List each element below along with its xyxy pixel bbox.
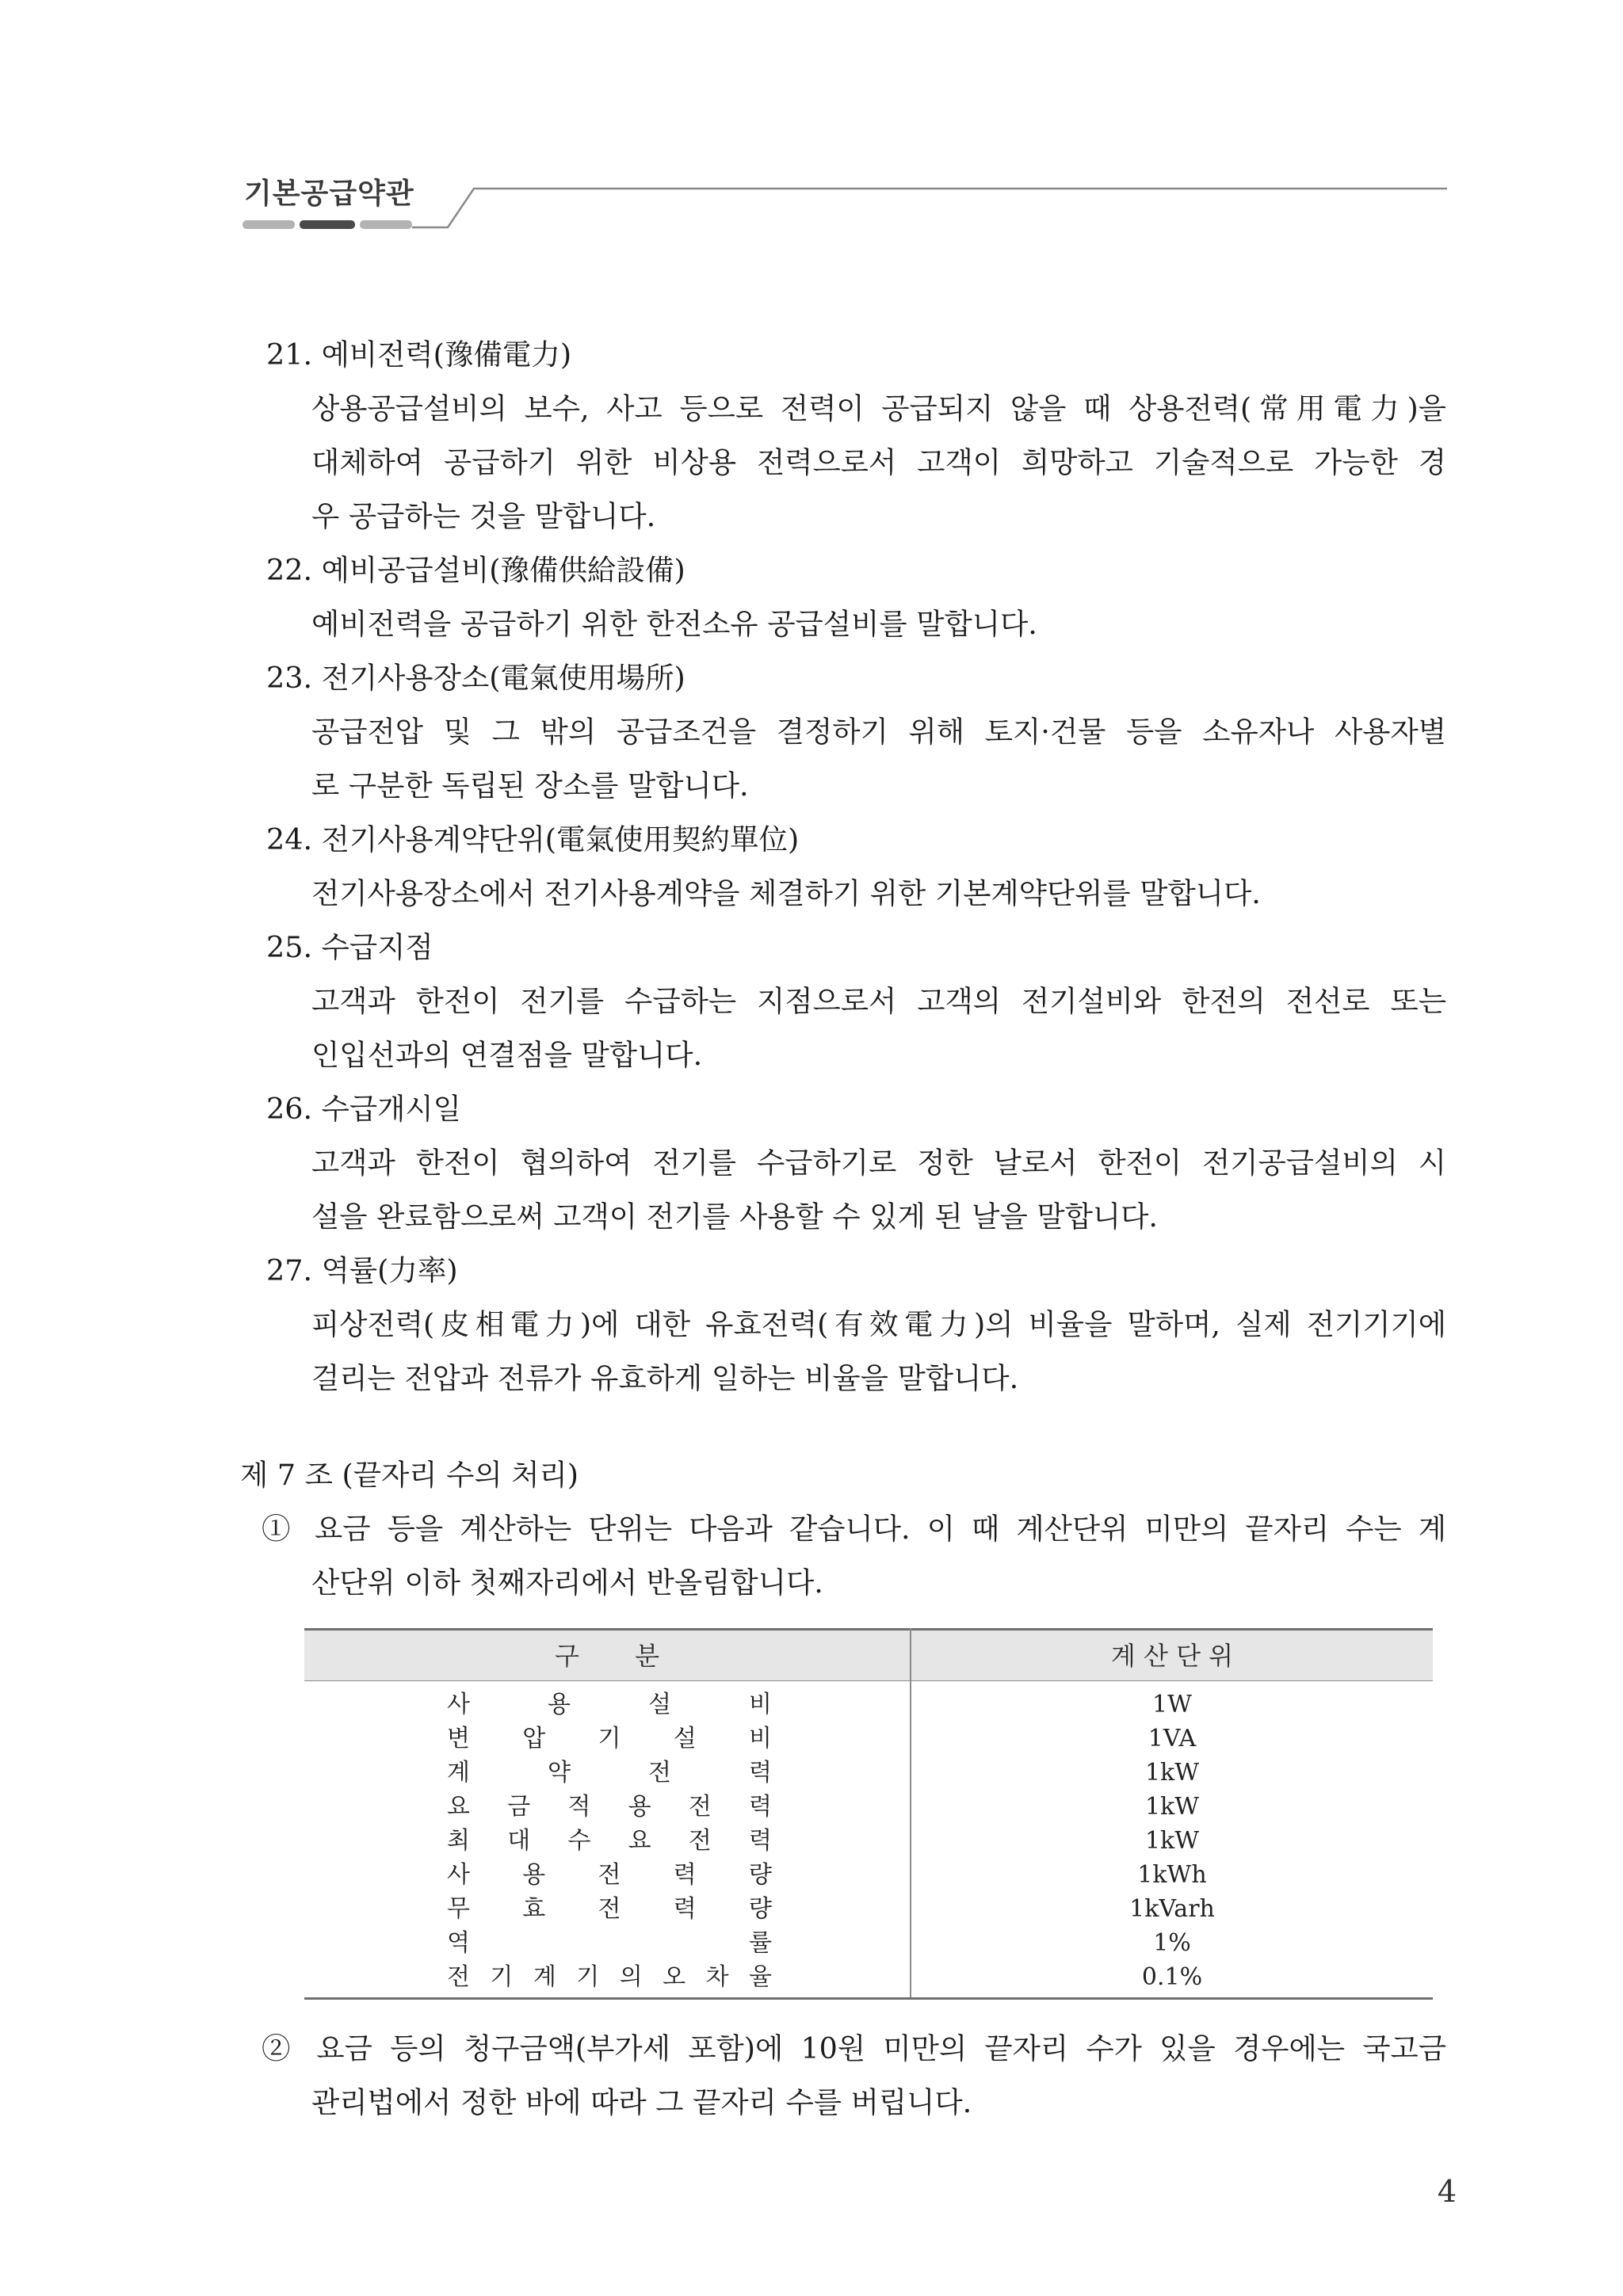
table-cell-category: 사 용 전 력 량 xyxy=(447,1861,772,1889)
page-header xyxy=(0,0,1623,238)
table-cell-category: 역 률 xyxy=(447,1929,772,1957)
table-row xyxy=(304,1824,1433,1858)
table-cell-unit: 1kW xyxy=(1144,1827,1200,1855)
clause-1-line-2: 산단위 이하 첫째자리에서 반올림합니다. xyxy=(311,1566,823,1600)
table-header-category: 구 분 xyxy=(555,1641,659,1671)
item-21-line-1: 상용공급설비의 보수, 사고 등으로 전력이 공급되지 않을 때 상용전력(常用電力)을 xyxy=(311,391,1446,425)
table-cell-unit: 1VA xyxy=(1148,1725,1197,1753)
table-cell-category: 사 용 설 비 xyxy=(447,1691,772,1718)
item-21-line-2: 대체하여 공급하기 위한 비상용 전력으로서 고객이 희망하고 기술적으로 가능한 경 xyxy=(311,445,1446,479)
item-26-line-2: 설을 완료함으로써 고객이 전기를 사용할 수 있게 된 날을 말합니다. xyxy=(311,1199,1159,1234)
table-cell-unit: 1% xyxy=(1153,1929,1191,1957)
item-22-line-1: 예비전력을 공급하기 위한 한전소유 공급설비를 말합니다. xyxy=(311,607,1037,641)
item-26-heading: 26. 수급개시일 xyxy=(266,1092,461,1126)
table-cell-category: 전 기 계 기 의 오 차 율 xyxy=(447,1963,772,1991)
item-21-heading: 21. 예비전력(豫備電力) xyxy=(266,338,572,372)
table-cell-unit: 1kW xyxy=(1144,1759,1200,1787)
header-title: 기본공급약관 xyxy=(244,177,414,210)
item-27-heading: 27. 역률(力率) xyxy=(266,1253,458,1287)
table-cell-unit: 1W xyxy=(1152,1691,1192,1718)
table-row xyxy=(304,1858,1433,1892)
table-cell-unit: 1kWh xyxy=(1137,1861,1207,1889)
item-24-heading: 24. 전기사용계약단위(電氣使用契約單位) xyxy=(266,822,800,856)
table-bottom-rule xyxy=(304,1997,1433,2000)
item-21-line-3: 우 공급하는 것을 말합니다. xyxy=(311,499,656,533)
item-25-line-1: 고객과 한전이 전기를 수급하는 지점으로서 고객의 전기설비와 한전의 전선로 또는 xyxy=(311,984,1446,1018)
table-cell-unit: 1kVarh xyxy=(1129,1895,1215,1923)
item-23-heading: 23. 전기사용장소(電氣使用場所) xyxy=(266,661,685,695)
table-cell-category: 요 금 적 용 전 력 xyxy=(447,1793,772,1821)
table-header-unit: 계 산 단 위 xyxy=(1110,1641,1234,1671)
item-24-line-1: 전기사용장소에서 전기사용계약을 체결하기 위한 기본계약단위를 말합니다. xyxy=(311,876,1261,910)
table-row xyxy=(304,1722,1433,1756)
item-26-line-1: 고객과 한전이 협의하여 전기를 수급하기로 정한 날로서 한전이 전기공급설비의 시 xyxy=(311,1146,1446,1180)
item-27-line-1: 피상전력(皮相電力)에 대한 유효전력(有效電力)의 비율을 말하며, 실제 전기기기에 xyxy=(311,1307,1446,1341)
table-row xyxy=(304,1790,1433,1824)
table-cell-category: 계 약 전 력 xyxy=(447,1759,772,1787)
table-row xyxy=(304,1926,1433,1960)
table-header-row xyxy=(304,1628,1433,1681)
table-row xyxy=(304,1892,1433,1926)
table-cell-unit: 0.1% xyxy=(1141,1963,1203,1991)
table-row xyxy=(304,1756,1433,1790)
table-cell-unit: 1kW xyxy=(1144,1793,1200,1821)
item-22-heading: 22. 예비공급설비(豫備供給設備) xyxy=(266,553,685,587)
header-rule-decoration xyxy=(0,0,1623,238)
page-number: 4 xyxy=(1437,2174,1457,2209)
table-row xyxy=(304,1688,1433,1722)
table-cell-category: 최 대 수 요 전 력 xyxy=(447,1827,772,1855)
item-27-line-2: 걸리는 전압과 전류가 유효하게 일하는 비율을 말합니다. xyxy=(311,1361,1019,1395)
table-row xyxy=(304,1960,1433,1994)
clause-2-line-2: 관리법에서 정한 바에 따라 그 끝자리 수를 버립니다. xyxy=(311,2085,972,2119)
item-25-heading: 25. 수급지점 xyxy=(266,930,433,964)
clause-1-line-1: ① 요금 등을 계산하는 단위는 다음과 같습니다. 이 때 계산단위 미만의 끝자리 수는 계 xyxy=(262,1512,1446,1546)
table-cell-category: 변 압 기 설 비 xyxy=(447,1725,772,1753)
table-cell-category: 무 효 전 력 량 xyxy=(447,1895,772,1923)
article-7-heading: 제 7 조 (끝자리 수의 처리) xyxy=(240,1458,579,1492)
clause-2-line-1: ② 요금 등의 청구금액(부가세 포함)에 10원 미만의 끝자리 수가 있을 경우에는 국고금 xyxy=(262,2031,1446,2065)
item-25-line-2: 인입선과의 연결점을 말합니다. xyxy=(311,1038,703,1072)
item-23-line-1: 공급전압 및 그 밖의 공급조건을 결정하기 위해 토지·건물 등을 소유자나 사용자별 xyxy=(311,715,1446,749)
item-23-line-2: 로 구분한 독립된 장소를 말합니다. xyxy=(311,769,749,803)
